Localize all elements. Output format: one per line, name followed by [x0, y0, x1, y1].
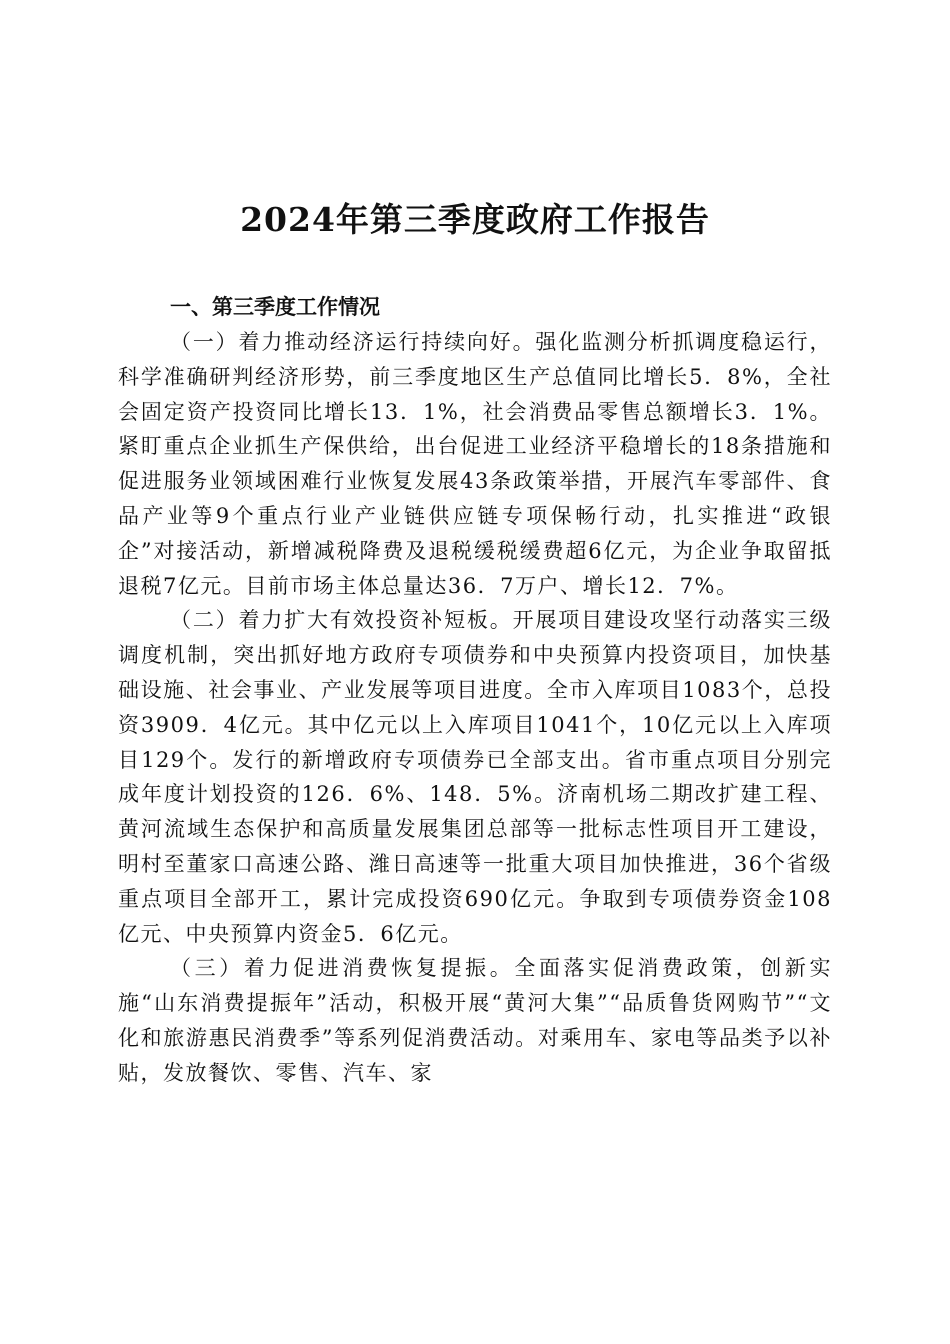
paragraph-economy: （一）着力推动经济运行持续向好。强化监测分析抓调度稳运行，科学准确研判经济形势，前三季度地区生产总值同比增长5．8%，全社会固定资产投资同比增长13．1%，社会消费品零售总额增长3．1%。紧盯重点企业抓生产保供给，出台促进工业经济平稳增长的18条措施和促进服务业领域困难行业恢复发展43条政策举措，开展汽车零部件、食品产业等9个重点行业产业链供应链专项保畅行动，扎实推进“政银企”对接活动，新增减税降费及退税缓税缓费超6亿元，为企业争取留抵退税7亿元。目前市场主体总量达36．7万户、增长12．7%。 [118, 330, 832, 598]
document-title: 2024年第三季度政府工作报告 [240, 200, 710, 239]
document-body [118, 290, 832, 1091]
paragraph-consumption: （三）着力促进消费恢复提振。全面落实促消费政策，创新实施“山东消费提振年”活动，积极开展“黄河大集”“品质鲁货网购节”“文化和旅游惠民消费季”等系列促消费活动。对乘用车、家电等品类予以补贴，发放餐饮、零售、汽车、家 [118, 956, 832, 1085]
section-heading: 一、第三季度工作情况 [170, 295, 380, 319]
paragraph-investment: （二）着力扩大有效投资补短板。开展项目建设攻坚行动落实三级调度机制，突出抓好地方政府专项债券和中央预算内投资项目，加快基础设施、社会事业、产业发展等项目进度。全市入库项目1083个，总投资3909．4亿元。其中亿元以上入库项目1041个，10亿元以上入库项目129个。发行的新增政府专项债券已全部支出。省市重点项目分别完成年度计划投资的126．6%、148．5%。济南机场二期改扩建工程、黄河流域生态保护和高质量发展集团总部等一批标志性项目开工建设，明村至董家口高速公路、潍日高速等一批重大项目加快推进，36个省级重点项目全部开工，累计完成投资690亿元。争取到专项债券资金108亿元、中央预算内资金5．6亿元。 [118, 608, 832, 946]
